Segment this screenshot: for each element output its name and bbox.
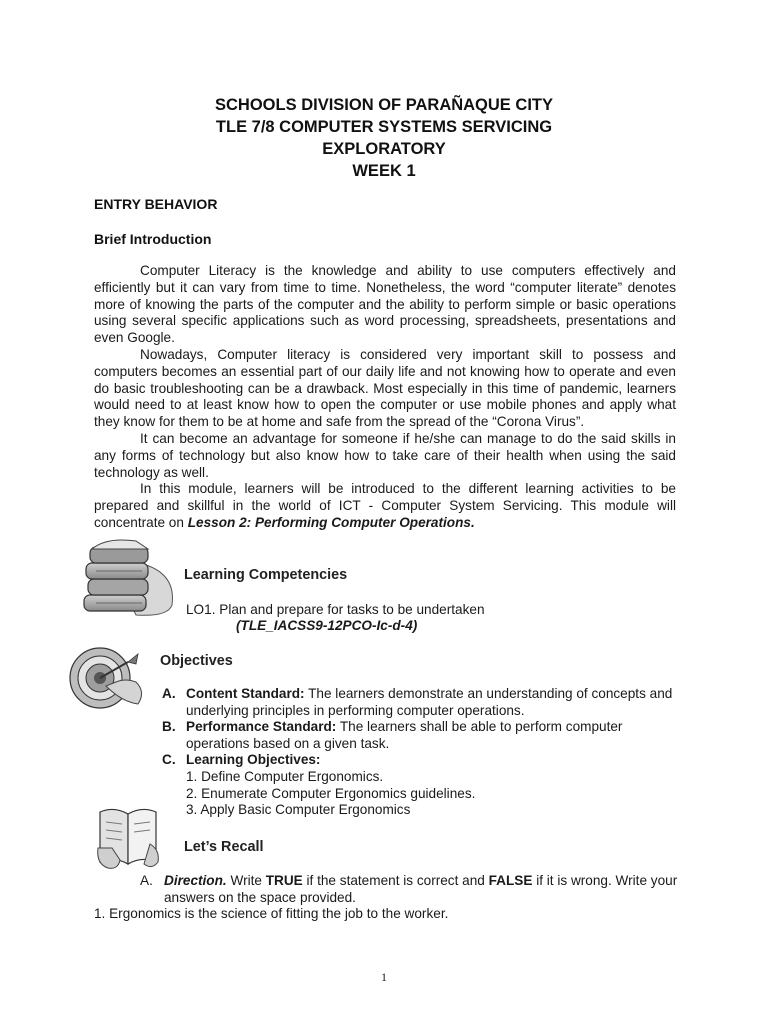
- content-standard-label: Content Standard:: [186, 686, 305, 701]
- learning-objectives-label: Learning Objectives:: [186, 752, 321, 768]
- question-1: 1. Ergonomics is the science of fitting the job to the worker.: [94, 906, 449, 921]
- intro-paragraph-4: [94, 481, 676, 531]
- direction-text: Write: [226, 873, 266, 888]
- recall-direction: [140, 873, 680, 906]
- learning-objective-item: 2. Enumerate Computer Ergonomics guidelines.: [186, 785, 476, 801]
- false-word: FALSE: [488, 873, 533, 888]
- objectives-list: [162, 686, 682, 819]
- page-number: 1: [381, 970, 387, 984]
- lesson-title: Lesson 2: Performing Computer Operations.: [187, 514, 475, 530]
- intro-paragraph-2: Nowadays, Computer literacy is considered very important skill to possess and computers becomes an essential part of our daily life and not knowing how to operate and even do basic troubleshooting can be a drawback. Most especially in this time of pandemic, learners would need to at least know how to open the computer or use mobile phones and apply what they know for them to be at home and safe from the spread of the “Corona Virus”.: [94, 346, 676, 430]
- objective-c-letter: C.: [162, 752, 176, 768]
- lo1-text: LO1. Plan and prepare for tasks to be undertaken: [186, 602, 485, 617]
- header-division: SCHOOLS DIVISION OF PARAÑAQUE CITY: [215, 96, 553, 114]
- lets-recall-title: Let’s Recall: [184, 839, 264, 855]
- header-exploratory: EXPLORATORY: [322, 140, 446, 158]
- header-subject: TLE 7/8 COMPUTER SYSTEMS SERVICING: [215, 118, 553, 136]
- objective-b-letter: B.: [162, 719, 176, 735]
- learning-competencies-title: Learning Competencies: [184, 567, 348, 583]
- objective-a-letter: A.: [162, 686, 176, 701]
- performance-standard-label: Performance Standard:: [186, 719, 337, 735]
- performance-standard-text: The learners shall be able to perform computer operations based on a given task.: [186, 719, 623, 751]
- intro-paragraph-4-text: In this module, learners will be introduced to the different learning activities to be prepared and skillful in the world of ICT - Computer System Servicing. This module will concentrate on: [94, 481, 676, 530]
- learning-objective-item: 3. Apply Basic Computer Ergonomics: [186, 802, 411, 818]
- objectives-title: Objectives: [160, 653, 233, 669]
- true-word: TRUE: [265, 873, 303, 888]
- objective-a: [162, 686, 682, 719]
- header-week: WEEK 1: [352, 162, 416, 180]
- competency-code: (TLE_IACSS9-12PCO-Ic-d-4): [236, 618, 418, 633]
- recall-a-letter: A.: [140, 873, 153, 888]
- entry-behavior-heading: ENTRY BEHAVIOR: [94, 196, 218, 212]
- learning-objective-item: 1. Define Computer Ergonomics.: [186, 768, 384, 784]
- direction-text: if it is wrong. Write your answers on the space provided.: [164, 873, 678, 905]
- reading-book-icon: [94, 804, 164, 877]
- direction-label: Direction.: [164, 873, 227, 888]
- brief-intro-heading: Brief Introduction: [94, 231, 212, 247]
- intro-paragraph-1: Computer Literacy is the knowledge and ability to use computers effectively and efficiently but it can vary from time to time. Nonetheless, the word “computer literate” denotes more of knowing the parts of the computer and the ability to perform simple or basic operations using several specific applications such as word processing, spreadsheets, presentations and even Google.: [94, 263, 676, 346]
- content-standard-text: The learners demonstrate an understanding of concepts and underlying principles in performing computer operations.: [186, 686, 673, 718]
- objective-c: [162, 752, 682, 818]
- document-header: [0, 94, 768, 182]
- intro-paragraph-3: It can become an advantage for someone if he/she can manage to do the said skills in any forms of technology but also know how to take care of their health when using the said technology as well.: [94, 430, 676, 480]
- introduction-body: [94, 263, 676, 532]
- books-icon: [76, 535, 180, 624]
- target-icon: [66, 642, 152, 719]
- direction-text: if the statement is correct and: [302, 873, 489, 888]
- objective-b: [162, 719, 682, 752]
